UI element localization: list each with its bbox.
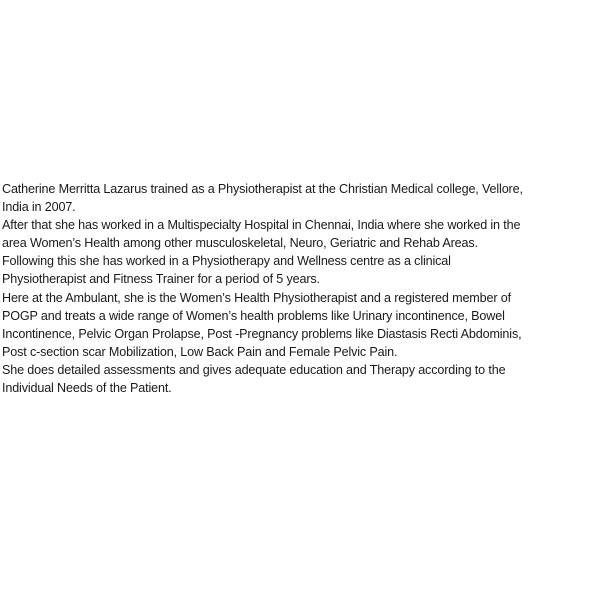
bio-line: India in 2007. [2,200,76,215]
bio-line: Physiotherapist and Fitness Trainer for a period of 5 years. [2,272,320,287]
bio-line: Following this she has worked in a Physiotherapy and Wellness centre as a clinical [2,254,451,269]
bio-line: Individual Needs of the Patient. [2,381,172,396]
bio-line: Post c-section scar Mobilization, Low Back Pain and Female Pelvic Pain. [2,344,398,359]
bio-line: After that she has worked in a Multispecialty Hospital in Chennai, India where she worked in the [2,218,521,233]
bio-line: area Women’s Health among other musculoskeletal, Neuro, Geriatric and Rehab Areas. [2,236,478,251]
bio-line: Incontinence, Pelvic Organ Prolapse, Post -Pregnancy problems like Diastasis Recti Abdominis, [2,326,522,341]
bio-line: POGP and treats a wide range of Women’s health problems like Urinary incontinence, Bowel [2,308,505,323]
bio-line: Here at the Ambulant, she is the Women’s Health Physiotherapist and a registered member of [2,290,511,305]
bio-line: Catherine Merritta Lazarus trained as a Physiotherapist at the Christian Medical college, Vellore, [2,182,523,196]
bio-line: She does detailed assessments and gives adequate education and Therapy according to the [2,362,506,377]
therapist-bio-text [2,180,598,397]
